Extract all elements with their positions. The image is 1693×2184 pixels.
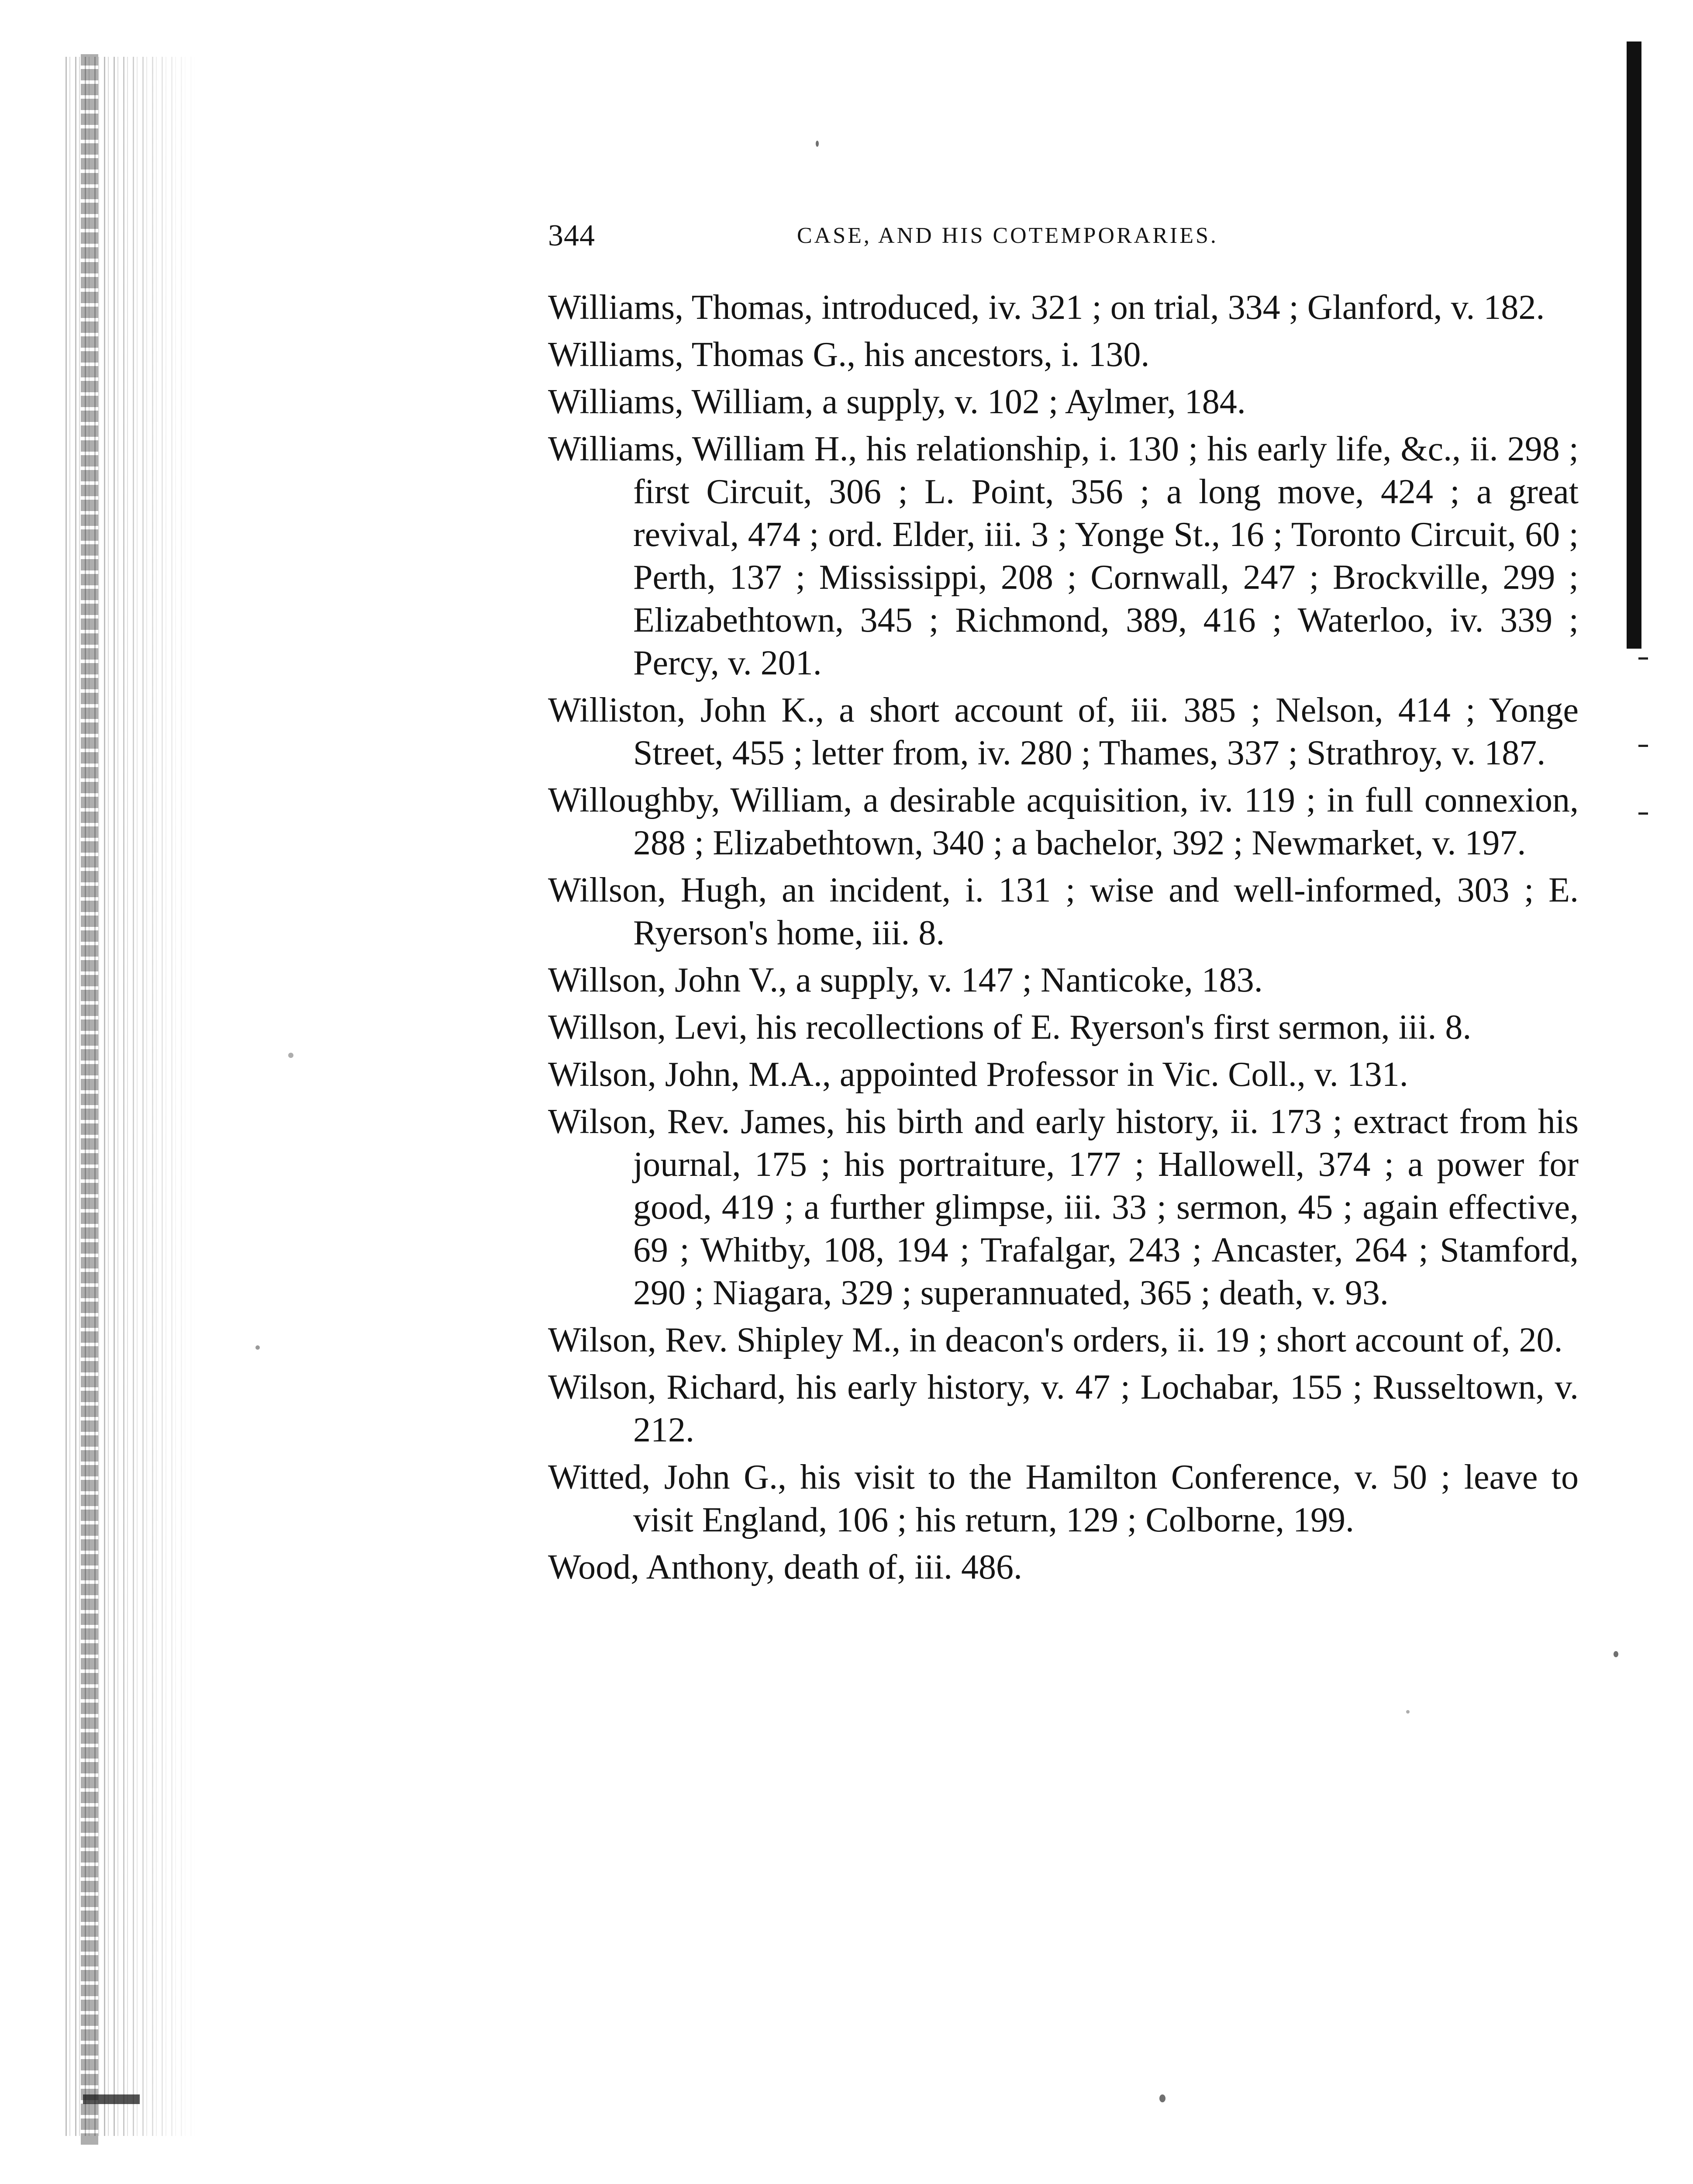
index-entry: Wilson, Rev. Shipley M., in deacon's orders, ii. 19 ; short account of, 20.	[548, 1321, 1563, 1359]
index-entry: Williams, William, a supply, v. 102 ; Aylmer, 184.	[548, 383, 1246, 421]
index-entry: Williams, Thomas G., his ancestors, i. 130.	[548, 335, 1150, 374]
index-entry: Willson, John V., a supply, v. 147 ; Nanticoke, 183.	[548, 961, 1263, 999]
scan-edge-tick	[1638, 812, 1648, 815]
binding-foot-mark	[83, 2094, 140, 2104]
index-entry: Willson, Levi, his recollections of E. Ryerson's first sermon, iii. 8.	[548, 1008, 1472, 1047]
index-entry: Willson, Hugh, an incident, i. 131 ; wise and well-informed, 303 ; E. Ryerson's home, iii. 8.	[548, 871, 1579, 952]
speck	[1614, 1651, 1618, 1657]
scan-edge-tick	[1638, 657, 1648, 660]
binding-edge	[81, 52, 98, 2145]
index-entry: Wilson, Richard, his early history, v. 47 ; Lochabar, 155 ; Russeltown, v. 212.	[548, 1368, 1579, 1449]
speck	[288, 1053, 293, 1058]
speck	[1159, 2094, 1165, 2102]
index-entry: Williams, Thomas, introduced, iv. 321 ; on trial, 334 ; Glanford, v. 182.	[548, 288, 1545, 327]
speck	[1406, 1710, 1410, 1714]
index-entry: Williston, John K., a short account of, iii. 385 ; Nelson, 414 ; Yonge Street, 455 ; letter from, iv. 280 ; Thames, 337 ; Strathroy, v. 187.	[548, 691, 1579, 772]
index-entry: Wilson, Rev. James, his birth and early history, ii. 173 ; extract from his journal, 175 ; his portraiture, 177 ; Hallowell, 374 ; a power for good, 419 ; a further glimpse, iii. 33 ; sermon, 45 ; again effective, 69 ; Whitby, 108, 194 ; Trafalgar, 243 ; Ancaster, 264 ; Stamford, 290 ; Niagara, 329 ; superannuated, 365 ; death, v. 93.	[548, 1102, 1579, 1312]
speck	[816, 141, 819, 147]
index-entry: Williams, William H., his relationship, i. 130 ; his early life, &c., ii. 298 ; first Circuit, 306 ; L. Point, 356 ; a long move, 424 ; a great revival, 474 ; ord. Elder, iii. 3 ; Yonge St., 16 ; Toronto Circuit, 60 ; Perth, 137 ; Mississippi, 208 ; Cornwall, 247 ; Brockville, 299 ; Elizabethtown, 345 ; Richmond, 389, 416 ; Waterloo, iv. 339 ; Percy, v. 201.	[548, 430, 1579, 682]
page-number: 344	[548, 219, 595, 252]
speck	[255, 1345, 260, 1350]
index-list	[548, 286, 1579, 1593]
scan-edge-bar	[1627, 41, 1641, 649]
index-entry: Wilson, John, M.A., appointed Professor in Vic. Coll., v. 131.	[548, 1055, 1408, 1094]
index-entry: Willoughby, William, a desirable acquisition, iv. 119 ; in full connexion, 288 ; Elizabethtown, 340 ; a bachelor, 392 ; Newmarket, v. 197.	[548, 781, 1579, 862]
scan-edge-tick	[1638, 745, 1648, 747]
index-entry: Wood, Anthony, death of, iii. 486.	[548, 1548, 1023, 1586]
running-title: CASE, AND HIS COTEMPORARIES.	[797, 223, 1218, 248]
index-entry: Witted, John G., his visit to the Hamilton Conference, v. 50 ; leave to visit England, 106 ; his return, 129 ; Colborne, 199.	[548, 1458, 1579, 1539]
page-header	[548, 212, 1579, 260]
